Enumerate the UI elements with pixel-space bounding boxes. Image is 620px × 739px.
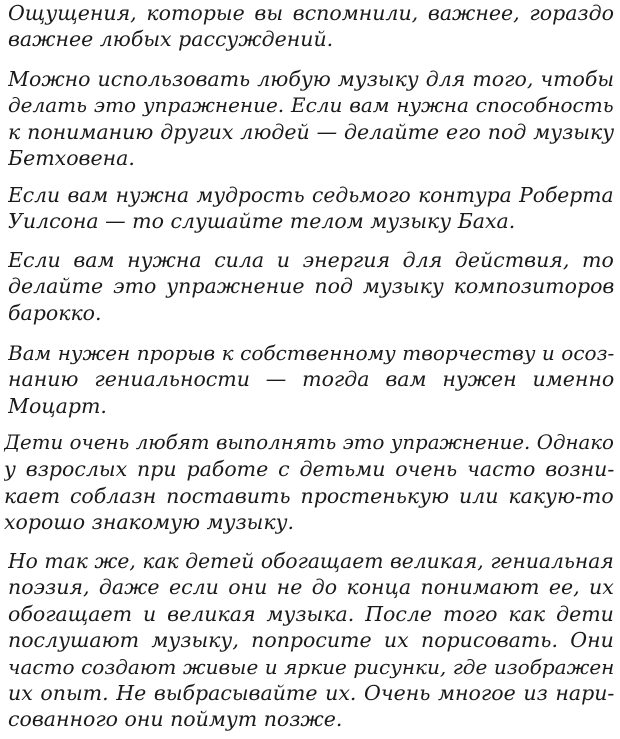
paragraph [8, 548, 614, 733]
text-line: сованного они поймут позже. [8, 707, 343, 732]
text-line: Бетховена. [8, 146, 135, 171]
text-line: Дети очень любят выполнять это упражнение. Однако [4, 431, 614, 454]
text-line: у взрослых при работе с детьми очень часто возни- [4, 457, 614, 482]
text-line: Ощущения, которые вы вспомнили, важнее, гораздо [8, 1, 614, 25]
document-page [4, 0, 616, 739]
text-line: делать это упражнение. Если вам нужна способность [8, 93, 614, 118]
text-line: их опыт. Не выбрасывайте их. Очень многое из нари- [8, 681, 614, 706]
text-line: к пониманию других людей — делайте его под музыку [8, 119, 614, 144]
text-line: Но так же, как детей обогащает великая, гениальная [8, 549, 614, 573]
text-line: Можно использовать любую музыку для того, чтобы [8, 67, 614, 91]
text-line: Уилсона — то слушайте телом музыку Баха. [8, 209, 516, 234]
paragraph [8, 182, 614, 235]
text-line: важнее любых рассуждений. [8, 27, 334, 52]
text-line: кает соблазн поставить простенькую или какую-то [4, 483, 614, 508]
text-line: поэзия, даже если они не до конца понимают ее, их [8, 575, 614, 600]
text-line: Моцарт. [8, 393, 107, 418]
text-line: часто создают живые и яркие рисунки, где изображен [8, 654, 614, 679]
paragraph [4, 430, 614, 536]
text-line: послушают музыку, попросите их порисовать. Они [8, 628, 614, 653]
text-line: Если вам нужна сила и энергия для действия, то [8, 248, 614, 272]
text-line: Если вам нужна мудрость седьмого контура Роберта [8, 183, 614, 207]
text-line: нанию гениальности — тогда вам нужен именно [8, 367, 614, 392]
paragraph [8, 0, 614, 53]
text-line: обогащает и великая музыка. После того как дети [8, 601, 614, 626]
text-line: барокко. [8, 300, 102, 325]
text-line: Вам нужен прорыв к собственному творчеству и осоз- [8, 341, 614, 365]
paragraph [8, 247, 614, 326]
text-line: хорошо знакомую музыку. [4, 510, 295, 535]
paragraph [8, 66, 614, 172]
paragraph [8, 340, 614, 419]
text-line: делайте это упражнение под музыку композиторов [8, 274, 614, 299]
